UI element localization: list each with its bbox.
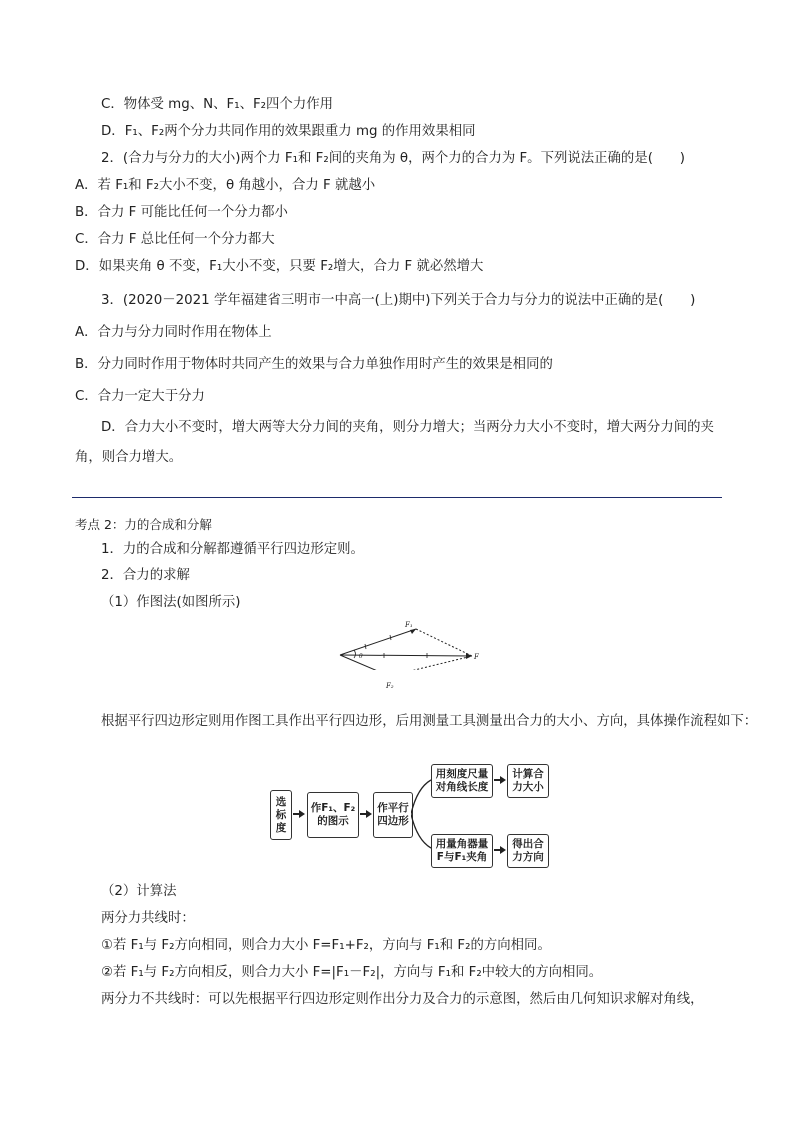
- question-2: 2．(合力与分力的大小)两个力 F₁和 F₂间的夹角为 θ，两个力的合力为 F。下列说法正确的是( ): [101, 151, 685, 166]
- point-1: 1．力的合成和分解都遵循平行四边形定则。: [101, 542, 364, 557]
- section-divider: [72, 497, 722, 498]
- method-graphical: （1）作图法(如图所示): [101, 595, 241, 610]
- f2-label: F₂: [386, 682, 394, 690]
- collinear-same: ①若 F₁与 F₂方向相同，则合力大小 F=F₁+F₂，方向与 F₁和 F₂的方向相同。: [101, 938, 551, 953]
- section-heading: 考点 2：力的合成和分解: [75, 517, 212, 532]
- flow-step-scale: 选 标 度: [270, 790, 292, 840]
- flow-step-measure-angle: 用量角器量 F与F₁夹角: [431, 834, 493, 868]
- option-c-q3: C．合力一定大于分力: [75, 389, 205, 404]
- option-a-q2: A．若 F₁和 F₂大小不变，θ 角越小，合力 F 就越小: [75, 178, 376, 193]
- f-label: F: [474, 653, 479, 661]
- f2-vector: [340, 655, 394, 670]
- flow-step-direction: 得出合 力方向: [507, 834, 549, 868]
- procedure-intro: 根据平行四边形定则用作图工具作出平行四边形，后用测量工具测量出合力的大小、方向，具体操作流程如下：: [101, 714, 758, 729]
- option-d-q3: D．合力大小不变时，增大两等大分力间的夹角，则分力增大；当两分力大小不变时，增大两分力间的夹角，则合力增大。: [75, 420, 714, 465]
- option-c-q2: C．合力 F 总比任何一个分力都大: [75, 232, 275, 247]
- method-calculation: （2）计算法: [101, 884, 177, 899]
- option-a-q3: A．合力与分力同时作用在物体上: [75, 325, 272, 340]
- option-d-q2: D．如果夹角 θ 不变，F₁大小不变，只要 F₂增大，合力 F 就必然增大: [75, 259, 484, 274]
- theta-label: θ: [359, 653, 363, 660]
- option-c-q1: C．物体受 mg、N、F₁、F₂四个力作用: [101, 97, 333, 112]
- option-d-q1: D．F₁、F₂两个分力共同作用的效果跟重力 mg 的作用效果相同: [101, 124, 476, 139]
- collinear-heading: 两分力共线时：: [101, 911, 195, 926]
- flow-step-measure-length: 用刻度尺量 对角线长度: [431, 764, 493, 798]
- question-3: 3．(2020－2021 学年福建省三明市一中高一(上)期中)下列关于合力与分力的说法中正确的是( ): [101, 293, 696, 308]
- non-collinear: 两分力不共线时：可以先根据平行四边形定则作出分力及合力的示意图，然后由几何知识求解对角线，: [101, 992, 704, 1007]
- flow-step-draw: 作F₁、F₂ 的图示: [307, 792, 359, 838]
- f1-label: F₁: [405, 621, 413, 629]
- f1-vector: [340, 629, 416, 655]
- flow-step-parallelogram: 作平行 四边形: [373, 792, 413, 838]
- option-b-q3: B．分力同时作用于物体时共同产生的效果与合力单独作用时产生的效果是相同的: [75, 357, 553, 372]
- parallelogram-figure: [334, 618, 482, 670]
- flow-step-calc-magnitude: 计算合 力大小: [507, 764, 549, 798]
- collinear-opposite: ②若 F₁与 F₂方向相反，则合力大小 F=|F₁－F₂|，方向与 F₁和 F₂中较大的方向相同。: [101, 965, 603, 980]
- option-b-q2: B．合力 F 可能比任何一个分力都小: [75, 205, 288, 220]
- point-2: 2．合力的求解: [101, 568, 190, 583]
- procedure-flowchart: [265, 764, 555, 870]
